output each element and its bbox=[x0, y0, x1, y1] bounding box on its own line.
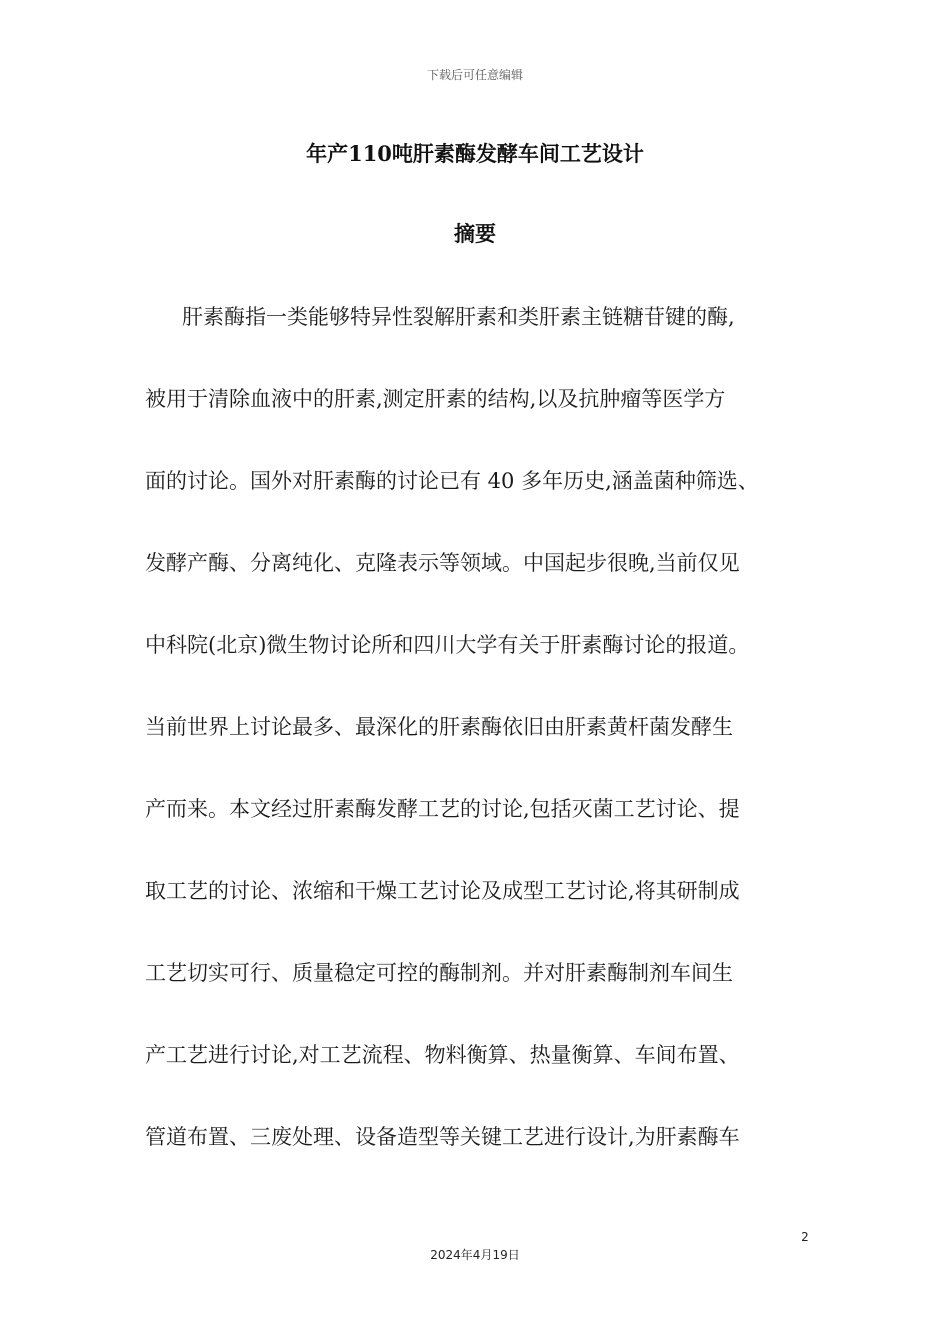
abstract-line: 当前世界上讨论最多、最深化的肝素酶依旧由肝素黄杆菌发酵生 bbox=[145, 715, 733, 739]
abstract-line: 取工艺的讨论、浓缩和干燥工艺讨论及成型工艺讨论,将其研制成 bbox=[145, 879, 740, 903]
abstract-line: 管道布置、三废处理、设备造型等关键工艺进行设计,为肝素酶车 bbox=[145, 1125, 740, 1149]
header-note: 下载后可任意编辑 bbox=[426, 68, 523, 82]
abstract-line: 肝素酶指一类能够特异性裂解肝素和类肝素主链糖苷键的酶, bbox=[182, 305, 735, 329]
abstract-line: 产而来。本文经过肝素酶发酵工艺的讨论,包括灭菌工艺讨论、提 bbox=[145, 797, 740, 821]
abstract-heading: 摘要 bbox=[454, 221, 496, 246]
abstract-line: 产工艺进行讨论,对工艺流程、物料衡算、热量衡算、车间布置、 bbox=[145, 1043, 740, 1067]
abstract-body bbox=[145, 300, 815, 1202]
abstract-line: 工艺切实可行、质量稳定可控的酶制剂。并对肝素酶制剂车间生 bbox=[145, 961, 733, 985]
abstract-line: 中科院(北京)微生物讨论所和四川大学有关于肝素酶讨论的报道。 bbox=[145, 633, 750, 657]
page-number: 2 bbox=[801, 1230, 809, 1244]
abstract-line: 被用于清除血液中的肝素,测定肝素的结构,以及抗肿瘤等医学方 bbox=[145, 387, 726, 411]
footer-date: 2024年4月19日 bbox=[430, 1248, 520, 1262]
document-title: 年产110吨肝素酶发酵车间工艺设计 bbox=[306, 141, 644, 166]
abstract-line: 面的讨论。国外对肝素酶的讨论已有 40 多年历史,涵盖菌种筛选、 bbox=[145, 469, 759, 493]
abstract-line: 发酵产酶、分离纯化、克隆表示等领域。中国起步很晚,当前仅见 bbox=[145, 551, 740, 575]
